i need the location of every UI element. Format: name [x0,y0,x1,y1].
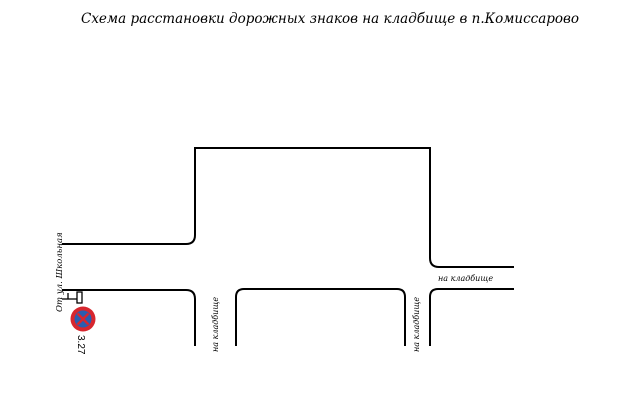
road-outlines [62,148,514,346]
label-to-cemetery-left: на кладбище [211,296,220,352]
sign-code-label: 3.27 [75,335,86,355]
scheme-title: Схема расстановки дорожных знаков на кладбище в п.Комиссарово [80,11,580,27]
road-edge-middle [236,289,405,346]
label-to-cemetery-middle: на кладбище [412,296,421,352]
road-edge-right-lower [430,289,514,346]
no-stopping-sign-icon [71,307,96,332]
sign-post-icon [62,292,82,303]
road-edge-upper [62,148,514,267]
label-to-cemetery-right: на кладбище [438,274,494,283]
label-from-shkolnaya-street: От ул. Школьная [55,232,65,312]
